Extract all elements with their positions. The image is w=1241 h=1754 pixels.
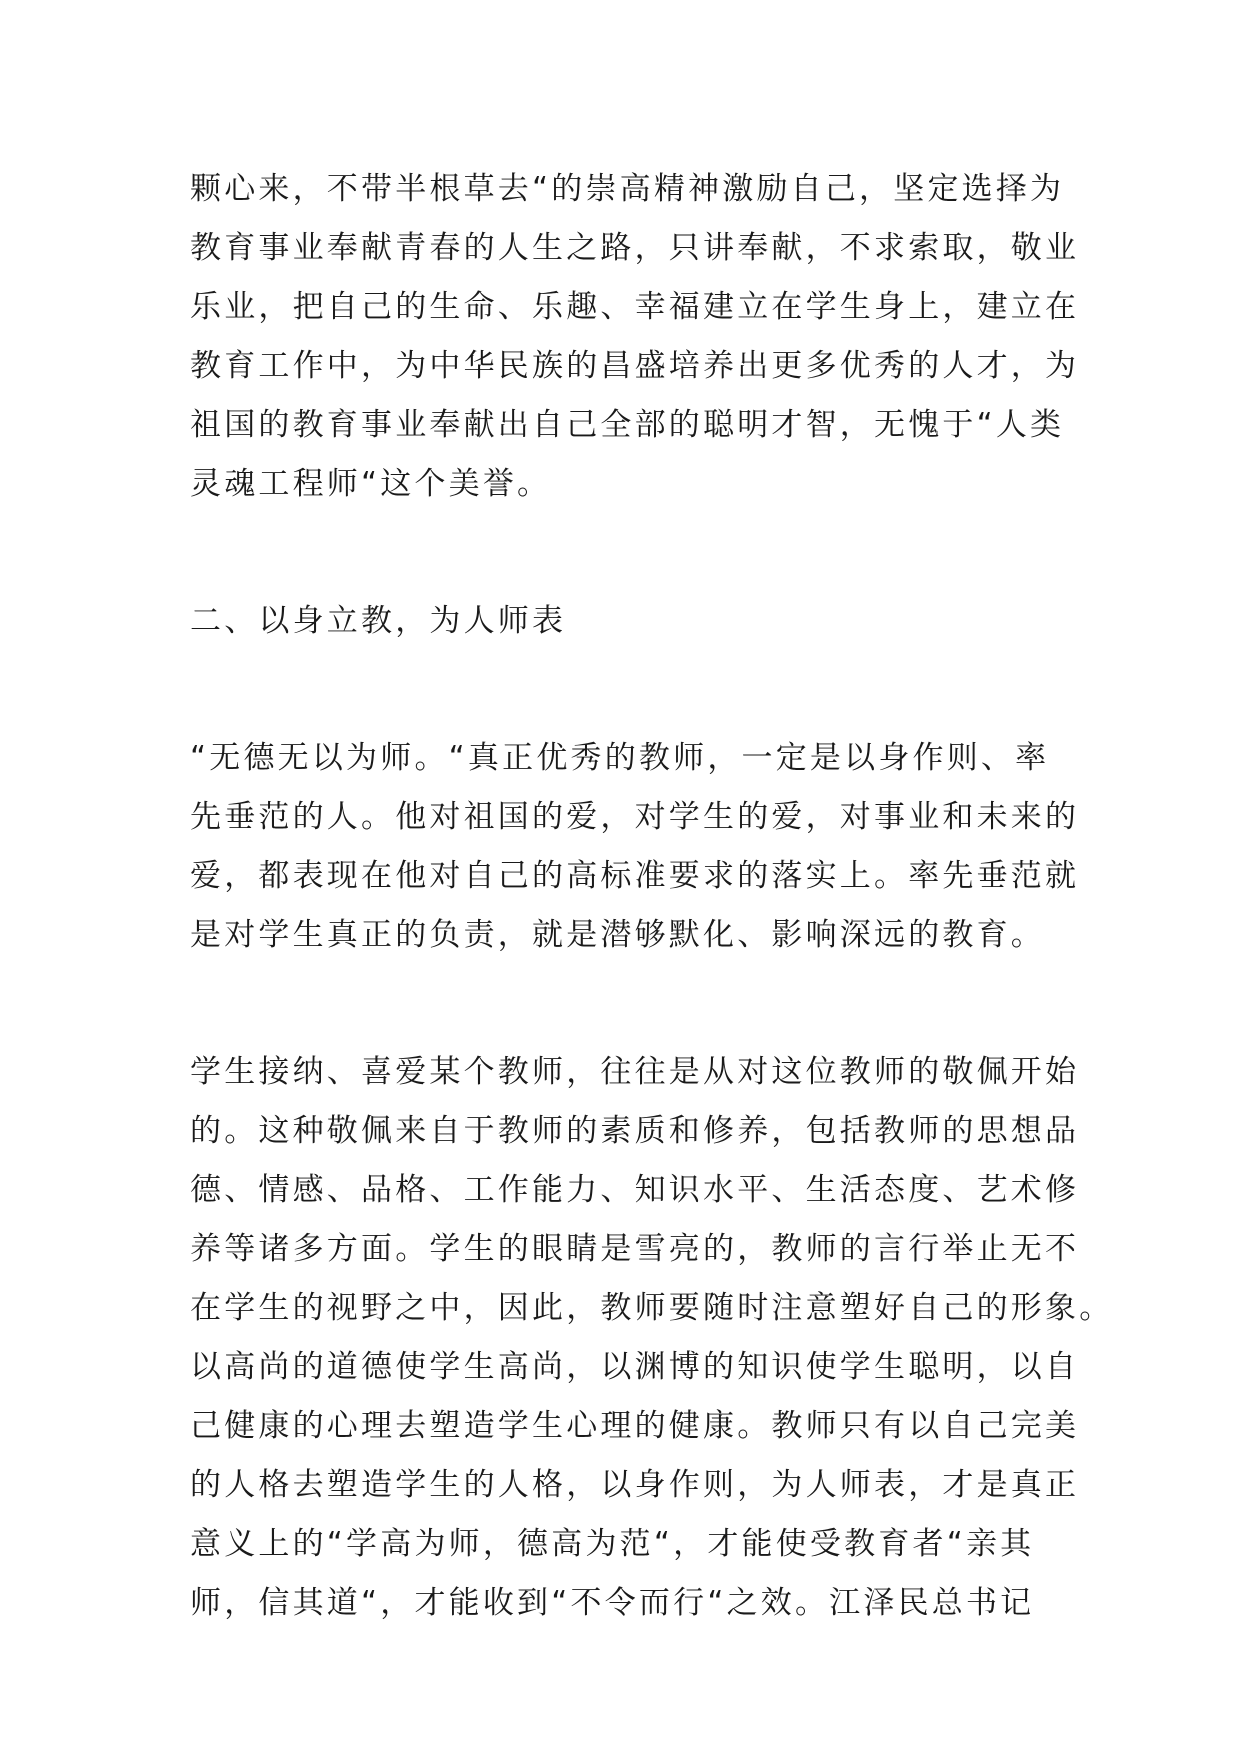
text-line: 的人格去塑造学生的人格，以身作则，为人师表，才是真正: [190, 1467, 1080, 1503]
text-line: 的。这种敬佩来自于教师的素质和修养，包括教师的思想品: [190, 1113, 1080, 1149]
text-line: 德、情感、品格、工作能力、知识水平、生活态度、艺术修: [190, 1172, 1080, 1208]
text-line: 乐业，把自己的生命、乐趣、幸福建立在学生身上，建立在: [190, 289, 1080, 325]
text-line: 养等诸多方面。学生的眼睛是雪亮的，教师的言行举止无不: [190, 1231, 1080, 1267]
text-line: 在学生的视野之中，因此，教师要随时注意塑好自己的形象。: [190, 1290, 1114, 1326]
document-page: [190, 160, 1114, 1633]
text-line: 颗心来，不带半根草去“的崇高精神激励自己，坚定选择为: [190, 171, 1065, 207]
text-line: 学生接纳、喜爱某个教师，往往是从对这位教师的敬佩开始: [190, 1054, 1080, 1090]
text-line: 灵魂工程师“这个美誉。: [190, 466, 552, 502]
text-line: “无德无以为师。“真正优秀的教师，一定是以身作则、率: [190, 740, 1050, 776]
section-heading: [190, 592, 1060, 651]
paragraph-role-model: [190, 729, 1080, 965]
text-line: 己健康的心理去塑造学生心理的健康。教师只有以自己完美: [190, 1408, 1080, 1444]
text-line: 先垂范的人。他对祖国的爱，对学生的爱，对事业和未来的: [190, 799, 1080, 835]
paragraph-gap: [190, 965, 1060, 1043]
text-line: 师，信其道“，才能收到“不令而行“之效。江泽民总书记: [190, 1585, 1035, 1621]
section-heading-text: 二、以身立教，为人师表: [190, 603, 567, 639]
text-line: 教育事业奉献青春的人生之路，只讲奉献，不求索取，敬业: [190, 230, 1080, 266]
text-line: 以高尚的道德使学生高尚，以渊博的知识使学生聪明，以自: [190, 1349, 1080, 1385]
paragraph-gap: [190, 514, 1060, 592]
text-line: 爱，都表现在他对自己的高标准要求的落实上。率先垂范就: [190, 858, 1080, 894]
text-line: 祖国的教育事业奉献出自己全部的聪明才智，无愧于“人类: [190, 407, 1065, 443]
paragraph-teacher-image: [190, 1043, 1114, 1633]
text-line: 是对学生真正的负责，就是潜够默化、影响深远的教育。: [190, 917, 1045, 953]
text-line: 教育工作中，为中华民族的昌盛培养出更多优秀的人才，为: [190, 348, 1080, 384]
paragraph-gap: [190, 651, 1060, 729]
text-line: 意义上的“学高为师，德高为范“，才能使受教育者“亲其: [190, 1526, 1035, 1562]
paragraph-dedication: [190, 160, 1080, 514]
